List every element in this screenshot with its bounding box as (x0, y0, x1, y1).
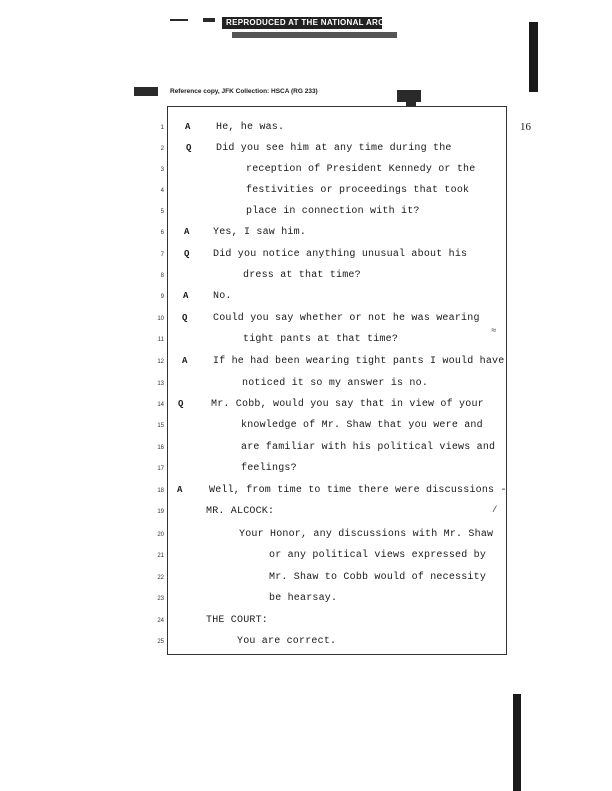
line-number: 23 (157, 596, 164, 602)
line-text: No. (213, 291, 232, 302)
line-text: Did you see him at any time during the (216, 143, 452, 154)
line-text: dress at that time? (243, 270, 361, 281)
line-number: 18 (157, 488, 164, 494)
transcript-line (0, 270, 612, 284)
transcript-line (0, 206, 612, 220)
line-number: 8 (160, 273, 164, 279)
line-text: feelings? (241, 463, 297, 474)
line-text: knowledge of Mr. Shaw that you were and (241, 420, 483, 431)
line-number: 5 (160, 209, 164, 215)
transcript-line (0, 572, 612, 586)
speaker-label: A (183, 291, 189, 301)
speaker-label: Q (186, 143, 192, 153)
speaker-label: A (177, 485, 183, 495)
transcript-line (0, 399, 612, 413)
line-number: 13 (157, 381, 164, 387)
line-number: 7 (160, 252, 164, 258)
speaker-label: Q (178, 399, 184, 409)
line-number: 9 (160, 294, 164, 300)
transcript-line (0, 356, 612, 370)
line-text: Did you notice anything unusual about his (213, 249, 468, 260)
margin-mark: / (492, 505, 498, 515)
speaker-label: A (185, 122, 191, 132)
page-number: 16 (520, 121, 531, 133)
line-text: or any political views expressed by (269, 550, 487, 561)
transcript-line (0, 313, 612, 327)
line-text: Could you say whether or not he was wearing (213, 313, 480, 324)
line-number: 1 (160, 125, 164, 131)
line-number: 12 (157, 359, 164, 365)
transcript-line (0, 334, 612, 348)
transcript-line (0, 164, 612, 178)
transcript-line (0, 485, 612, 499)
speaker-label: A (184, 227, 190, 237)
line-text: tight pants at that time? (243, 334, 399, 345)
transcript-line (0, 615, 612, 629)
reference-line: Reference copy, JFK Collection: HSCA (RG 233) (170, 88, 318, 95)
line-number: 19 (157, 509, 164, 515)
line-number: 3 (160, 167, 164, 173)
line-number: 14 (157, 402, 164, 408)
transcript-line (0, 506, 612, 520)
line-number: 15 (157, 423, 164, 429)
transcript-line (0, 227, 612, 241)
line-number: 17 (157, 466, 164, 472)
line-text: festivities or proceedings that took (246, 185, 470, 196)
line-number: 16 (157, 445, 164, 451)
line-text: Well, from time to time there were discussions - (209, 485, 507, 496)
transcript-line (0, 143, 612, 157)
line-text: If he had been wearing tight pants I would have (213, 356, 505, 367)
line-text: Mr. Shaw to Cobb would of necessity (269, 572, 487, 583)
transcript-line (0, 185, 612, 199)
transcript-line (0, 529, 612, 543)
archive-stamp: REPRODUCED AT THE NATIONAL ARCHIVES (226, 18, 410, 27)
transcript-line (0, 291, 612, 305)
transcript-line (0, 463, 612, 477)
transcript-line (0, 636, 612, 650)
speaker-label: A (182, 356, 188, 366)
line-number: 21 (157, 553, 164, 559)
transcript-line (0, 420, 612, 434)
transcript-line (0, 550, 612, 564)
line-number: 2 (160, 146, 164, 152)
line-number: 10 (157, 316, 164, 322)
transcript-line (0, 122, 612, 136)
line-text: Your Honor, any discussions with Mr. Shaw (239, 529, 494, 540)
line-text: noticed it so my answer is no. (242, 378, 429, 389)
line-number: 4 (160, 188, 164, 194)
transcript-line (0, 378, 612, 392)
line-text: You are correct. (237, 636, 337, 647)
speaker-label: Q (182, 313, 188, 323)
line-number: 11 (157, 337, 164, 343)
line-text: reception of President Kennedy or the (246, 164, 476, 175)
line-text: Mr. Cobb, would you say that in view of your (211, 399, 484, 410)
margin-mark: ≈ (491, 326, 497, 336)
line-text: He, he was. (216, 122, 285, 133)
line-number: 20 (157, 532, 164, 538)
transcript-line (0, 249, 612, 263)
line-number: 25 (157, 639, 164, 645)
line-text: are familiar with his political views and (241, 442, 496, 453)
line-text: THE COURT: (206, 615, 269, 626)
line-text: MR. ALCOCK: (206, 506, 275, 517)
transcript-line (0, 442, 612, 456)
transcript-line (0, 593, 612, 607)
line-number: 22 (157, 575, 164, 581)
speaker-label: Q (184, 249, 190, 259)
line-number: 6 (160, 230, 164, 236)
line-text: Yes, I saw him. (213, 227, 307, 238)
line-text: place in connection with it? (246, 206, 420, 217)
line-text: be hearsay. (269, 593, 338, 604)
line-number: 24 (157, 618, 164, 624)
